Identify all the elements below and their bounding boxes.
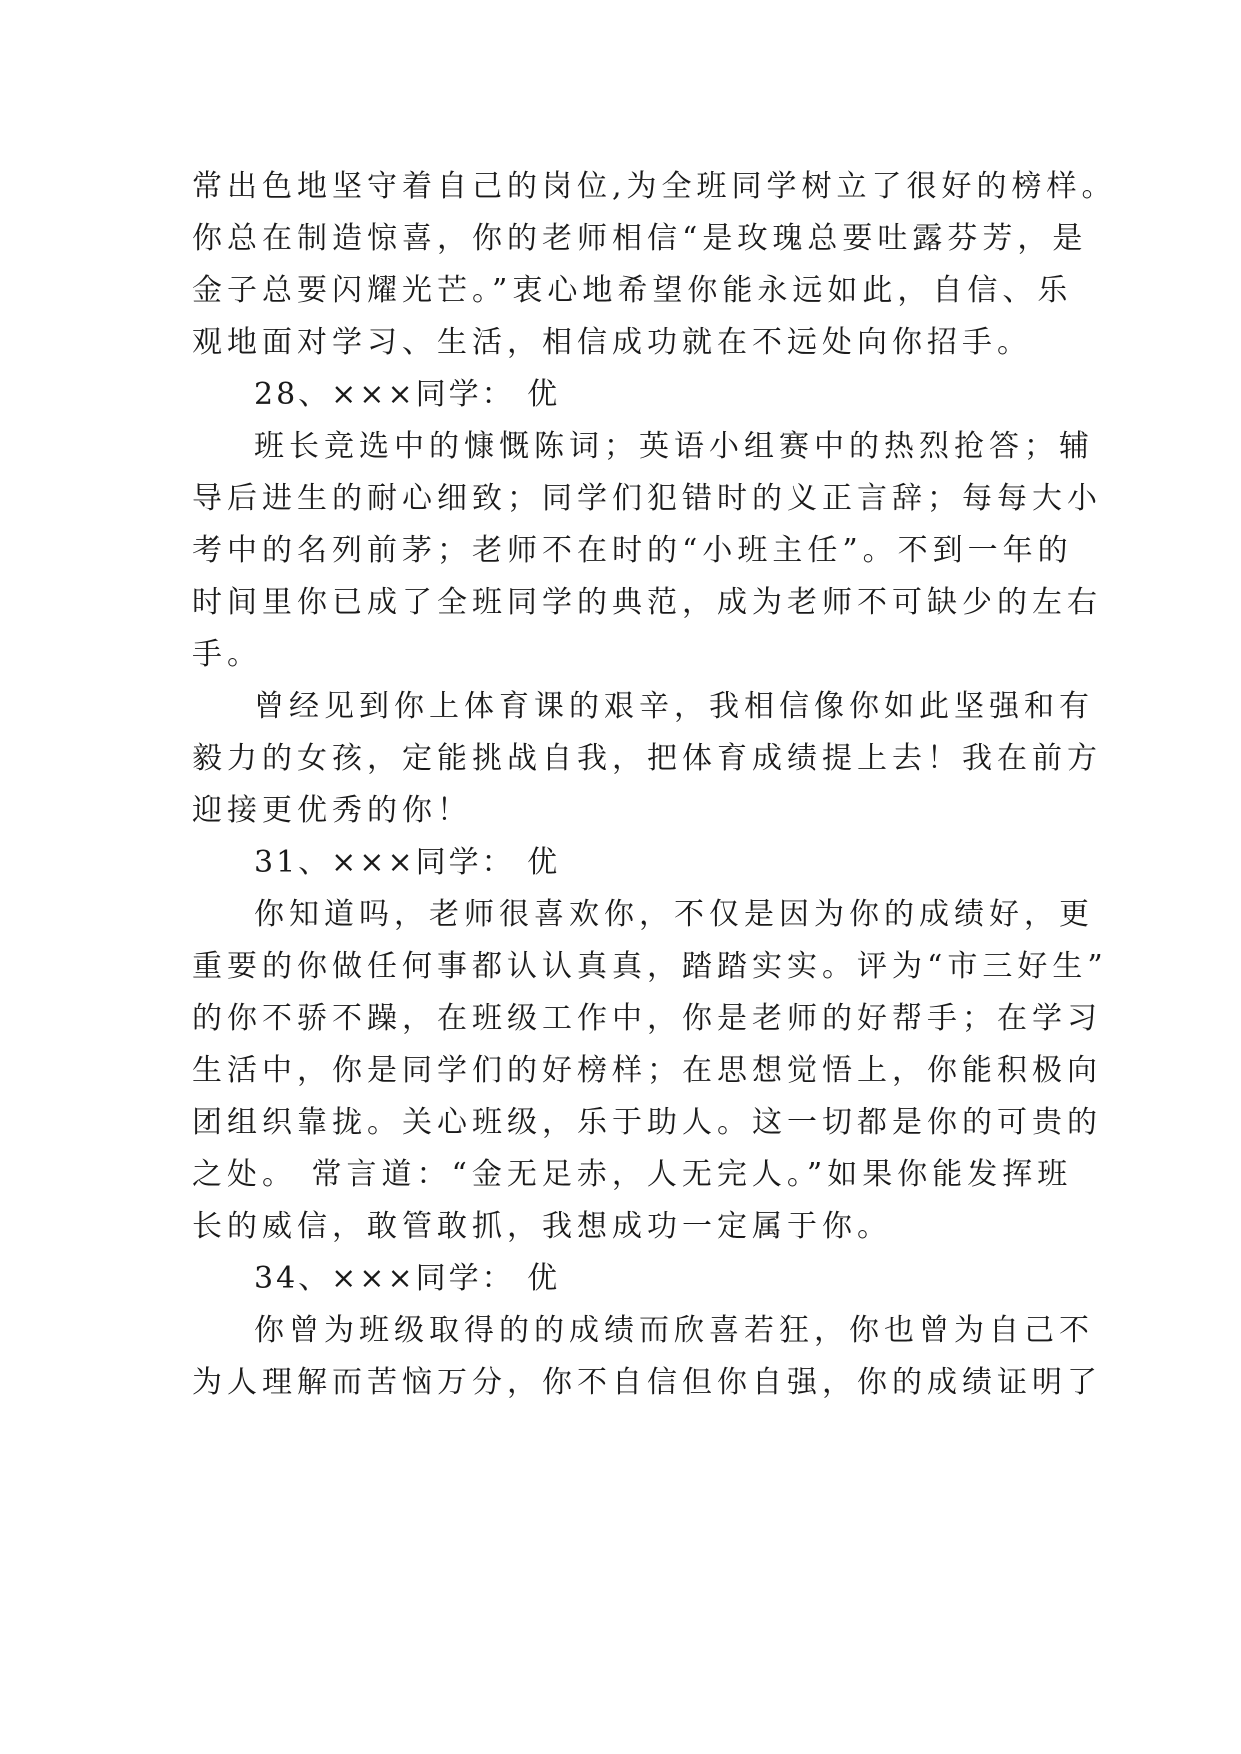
paragraph-line: 团组织靠拢。关心班级，乐于助人。这一切都是你的可贵的 [192, 1105, 1102, 1140]
student-entry-header: 34、×××同学： 优 [254, 1261, 561, 1296]
paragraph-line: 你总在制造惊喜，你的老师相信“是玫瑰总要吐露芬芳，是 [192, 221, 1088, 256]
paragraph-first-line: 你曾为班级取得的的成绩而欣喜若狂，你也曾为自己不 [254, 1313, 1094, 1348]
paragraph-line: 毅力的女孩，定能挑战自我，把体育成绩提上去！我在前方 [192, 741, 1102, 776]
student-entry-header: 31、×××同学： 优 [254, 845, 561, 880]
paragraph-line: 观地面对学习、生活，相信成功就在不远处向你招手。 [192, 325, 1032, 360]
paragraph-line: 重要的你做任何事都认认真真，踏踏实实。评为“市三好生” [192, 949, 1108, 984]
paragraph-first-line: 你知道吗，老师很喜欢你，不仅是因为你的成绩好，更 [254, 897, 1094, 932]
paragraph-line: 生活中，你是同学们的好榜样；在思想觉悟上，你能积极向 [192, 1053, 1102, 1088]
paragraph-line: 金子总要闪耀光芒。”衷心地希望你能永远如此，自信、乐 [192, 273, 1073, 308]
paragraph-first-line: 曾经见到你上体育课的艰辛，我相信像你如此坚强和有 [254, 689, 1094, 724]
paragraph-line: 手。 [192, 637, 262, 672]
paragraph-first-line: 班长竞选中的慷慨陈词；英语小组赛中的热烈抢答；辅 [254, 429, 1094, 464]
paragraph-line: 迎接更优秀的你！ [192, 793, 472, 828]
paragraph-line: 长的威信，敢管敢抓，我想成功一定属于你。 [192, 1209, 892, 1244]
paragraph-line: 之处。 常言道：“金无足赤，人无完人。”如果你能发挥班 [192, 1157, 1073, 1192]
paragraph-line: 为人理解而苦恼万分，你不自信但你自强，你的成绩证明了 [192, 1365, 1102, 1400]
paragraph-line: 常出色地坚守着自己的岗位,为全班同学树立了很好的榜样。 [192, 169, 1117, 204]
paragraph-line: 时间里你已成了全班同学的典范，成为老师不可缺少的左右 [192, 585, 1102, 620]
paragraph-line: 考中的名列前茅；老师不在时的“小班主任”。不到一年的 [192, 533, 1073, 568]
paragraph-line: 的你不骄不躁，在班级工作中，你是老师的好帮手；在学习 [192, 1001, 1102, 1036]
paragraph-line: 导后进生的耐心细致；同学们犯错时的义正言辞；每每大小 [192, 481, 1102, 516]
student-entry-header: 28、×××同学： 优 [254, 377, 561, 412]
